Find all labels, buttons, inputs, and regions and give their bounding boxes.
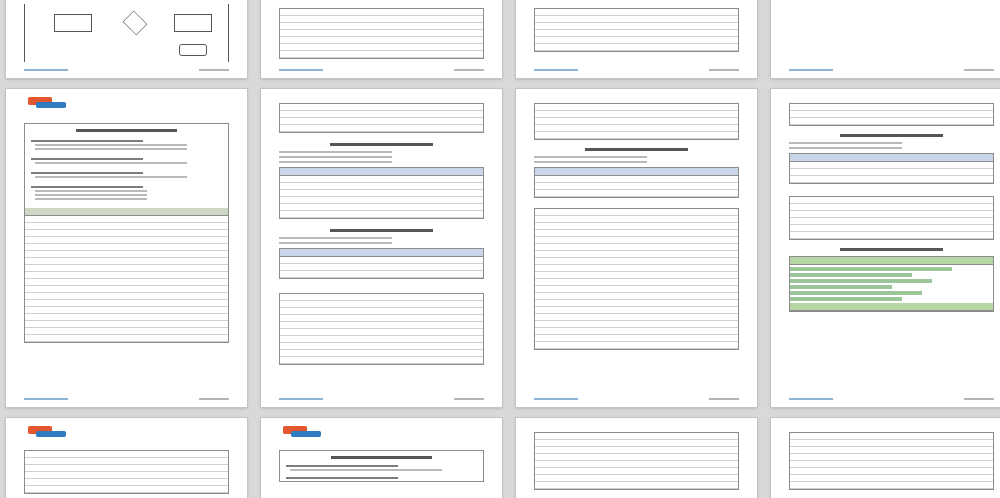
page-thumbnail[interactable] [516, 89, 757, 407]
page-thumbnail[interactable] [261, 418, 502, 498]
logo [28, 426, 66, 440]
page-body [24, 446, 229, 482]
page-body [789, 99, 994, 391]
flowchart-box [174, 14, 212, 32]
page-thumbnail-grid [6, 0, 1000, 498]
page-thumbnail[interactable] [516, 418, 757, 498]
page-footer [24, 67, 229, 73]
page-thumbnail[interactable] [771, 0, 1000, 78]
page-thumbnail[interactable] [6, 89, 247, 407]
page-thumbnail[interactable] [6, 0, 247, 78]
logo [28, 97, 66, 111]
page-body [534, 99, 739, 391]
page-thumbnail[interactable] [771, 418, 1000, 498]
page-thumbnail[interactable] [516, 0, 757, 78]
flowchart-box [54, 14, 92, 32]
logo [283, 426, 321, 440]
page-footer [279, 396, 484, 402]
page-body [534, 4, 739, 62]
page-footer [24, 396, 229, 402]
page-body [279, 4, 484, 62]
page-footer [279, 67, 484, 73]
page-thumbnail[interactable] [6, 418, 247, 498]
page-body [279, 99, 484, 391]
flowchart-end [179, 44, 207, 56]
page-body [789, 428, 994, 482]
page-body [279, 446, 484, 482]
page-footer [789, 396, 994, 402]
page-thumbnail[interactable] [771, 89, 1000, 407]
page-footer [789, 67, 994, 73]
page-footer [534, 67, 739, 73]
page-body [534, 428, 739, 482]
flowchart-decision [123, 11, 148, 36]
page-footer [534, 396, 739, 402]
page-body [24, 4, 229, 62]
page-body [24, 119, 229, 391]
page-thumbnail[interactable] [261, 0, 502, 78]
page-thumbnail[interactable] [261, 89, 502, 407]
page-body [789, 4, 994, 62]
